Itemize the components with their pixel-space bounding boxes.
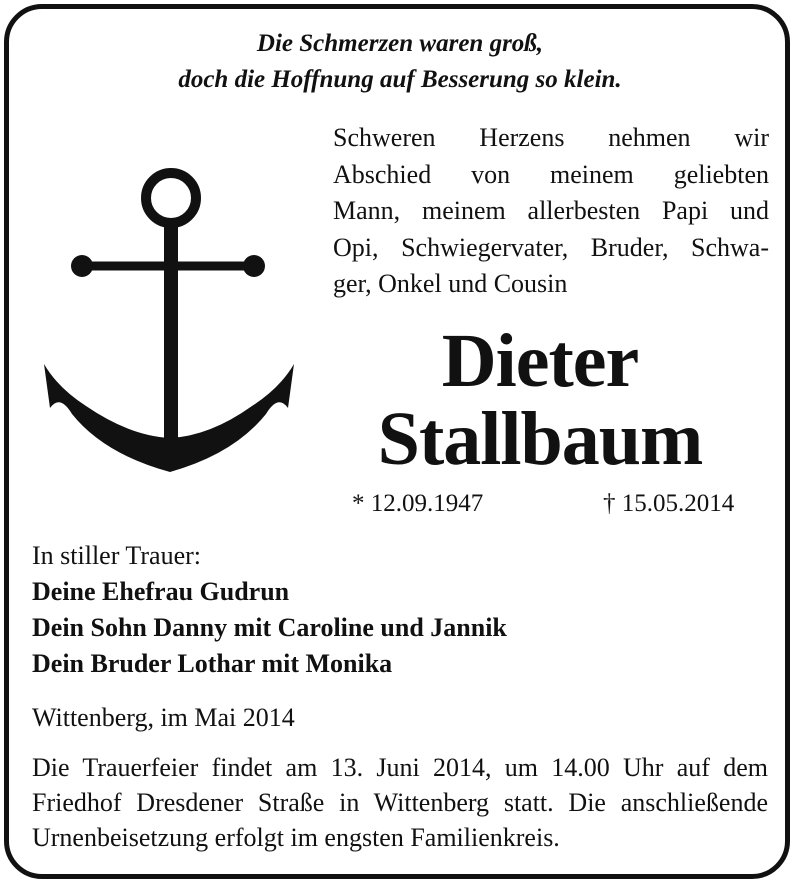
intro-line: Opi, Schwiegervater, Bruder, Schwa- — [333, 232, 769, 262]
mourner-line: Deine Ehefrau Gudrun — [32, 577, 290, 606]
motto-line-1: Die Schmerzen waren groß, — [256, 30, 544, 57]
birth-date: * 12.09.1947 — [352, 490, 484, 517]
anchor-icon — [38, 168, 300, 480]
ceremony-line: Die Trauerfeier findet am 13. Juni 2014, um 14.00 Uhr auf dem — [32, 753, 768, 782]
intro-line: ger, Onkel und Cousin — [333, 269, 568, 298]
motto-line-2: doch die Hoffnung auf Besserung so klein. — [178, 66, 622, 93]
intro-text — [333, 120, 769, 303]
place-and-date: Wittenberg, im Mai 2014 — [32, 703, 295, 732]
mourner-line: Dein Sohn Danny mit Caroline und Jannik — [32, 613, 507, 642]
mourners-label: In stiller Trauer: — [32, 541, 201, 570]
ceremony-line: Urnenbeisetzung erfolgt im engsten Familienkreis. — [32, 823, 560, 852]
ceremony-line: Friedhof Dresdener Straße in Wittenberg statt. Die anschließende — [32, 788, 768, 817]
intro-line: Schweren Herzens nehmen wir — [333, 123, 769, 152]
death-date: † 15.05.2014 — [603, 490, 735, 517]
deceased-last-name: Stallbaum — [377, 397, 703, 481]
mourner-line: Dein Bruder Lothar mit Monika — [32, 649, 393, 678]
intro-line: Abschied von meinem geliebten — [333, 159, 769, 189]
ceremony-notice — [32, 750, 768, 855]
intro-line: Mann, meinem allerbesten Papi und — [333, 196, 769, 225]
deceased-first-name: Dieter — [441, 319, 639, 403]
